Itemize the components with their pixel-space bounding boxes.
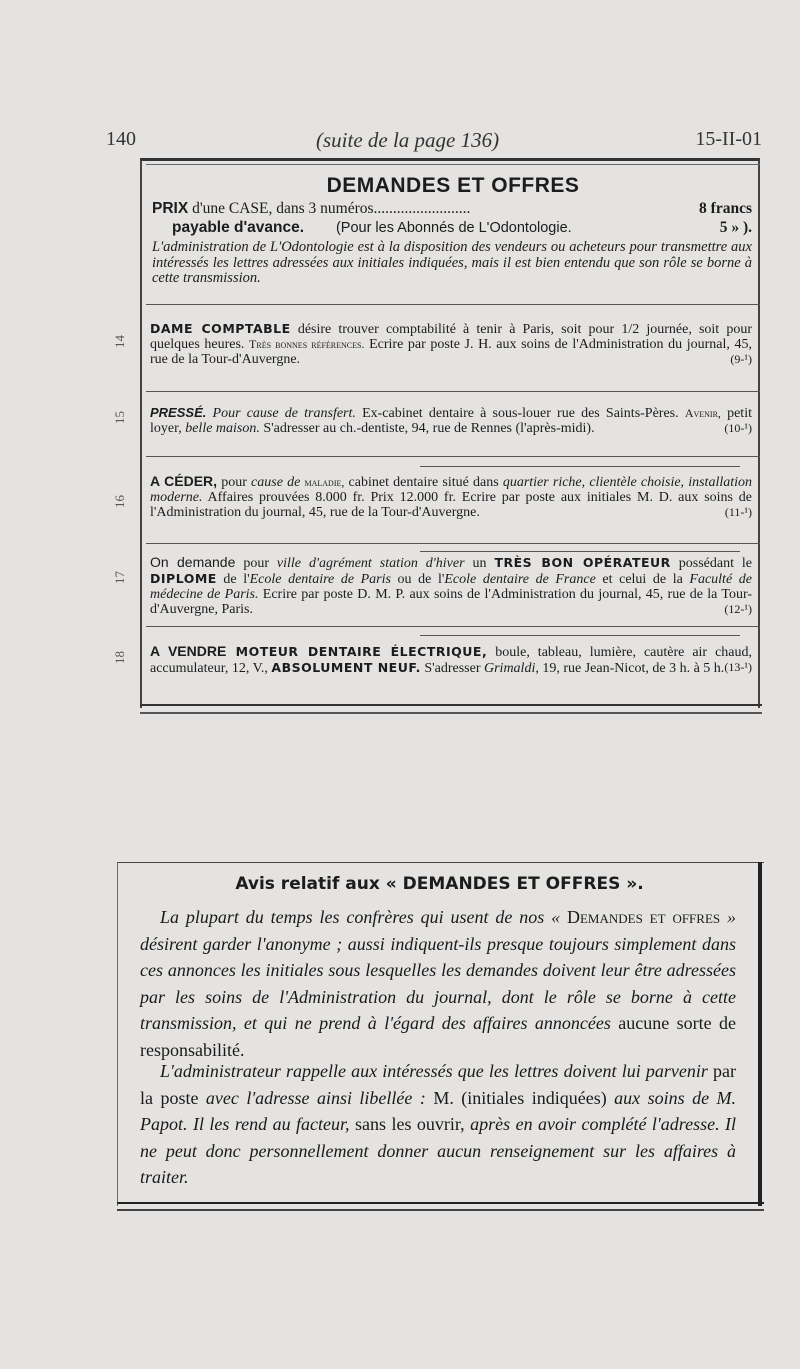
ad-italic: belle maison. (185, 421, 260, 436)
price-text: d'une CASE, dans 3 numéros......................... (188, 200, 471, 217)
subscribers-value: 5 » ). (719, 219, 752, 236)
ad-text: pour (235, 556, 277, 571)
page-header (106, 128, 766, 158)
ad-code: (13-¹) (724, 660, 752, 674)
avis-text: aucune sorte de responsabilité. (140, 1013, 737, 1060)
classified-ad (150, 644, 752, 676)
ad-italic: cause de (251, 475, 305, 490)
classified-ad (150, 474, 752, 520)
ad-lead: A CÉDER, (150, 473, 218, 489)
ad-text: ou de l' (390, 572, 445, 587)
separator (146, 391, 760, 392)
ad-text: et celui de la (595, 572, 690, 587)
avis-text: La plupart du temps les confrères qui usent de nos « (160, 907, 567, 927)
ad-code: (12-¹) (724, 602, 752, 616)
ad-italic: Ecole dentaire de Paris (249, 572, 391, 587)
classified-ad (150, 321, 752, 367)
avis-text: après en avoir complété l'adresse. Il ne peut donc personnellement donner aucun renseignement sur les affaires à traiter. (140, 1114, 737, 1187)
ad-code: (10-¹) (724, 421, 752, 435)
payable-text: payable d'avance. (172, 219, 305, 236)
ad-code: (11-¹) (724, 505, 752, 519)
ad-text: de l' (216, 572, 250, 587)
ad-text: Ex-cabinet dentaire à sous-louer rue des Saints-Pères. (355, 406, 685, 421)
ad-italic: ville d'agrément station d'hiver (276, 556, 465, 571)
separator (420, 635, 740, 636)
box-inner-rule (146, 164, 760, 165)
ad-lead: PRESSÉ. (150, 405, 207, 420)
ad-text: Affaires prouvées 8.000 fr. Prix 12.000 fr. Ecrire par poste aux initiales M. D. aux soins de l'Administration du journal, 45, rue de la Tour-d'Auvergne. (150, 490, 752, 520)
avis-text: aux soins de M. Papot. Il les rend au facteur, (140, 1087, 737, 1134)
ad-lead: DAME COMPTABLE (150, 321, 291, 336)
running-title: (suite de la page 136) (316, 128, 500, 152)
avis-text: M. (initiales indiquées) (433, 1087, 607, 1108)
ad-italic: quartier riche, clientèle choisie, installation moderne. (150, 475, 753, 505)
ad-italic: Pour cause de transfert. (206, 406, 356, 421)
ad-lead: A VENDRE (150, 643, 227, 659)
ad-lead: On demande (150, 554, 236, 570)
avis-text: avec l'adresse ainsi libellée : (198, 1087, 434, 1108)
avis-smallcaps: Demandes et offres (566, 907, 721, 927)
avis-text: L'administrateur rappelle aux intéressés que les lettres doivent lui parvenir (160, 1061, 714, 1081)
side-number: 15 (112, 411, 127, 424)
price-info (152, 199, 752, 238)
ad-smallcaps: maladie, (304, 475, 345, 489)
ad-bold: DIPLOME (150, 571, 217, 586)
ad-smallcaps: Très bonnes références. (249, 337, 365, 351)
separator (146, 304, 760, 305)
side-number: 18 (112, 651, 127, 664)
ad-text: possédant le (670, 556, 752, 571)
side-number: 17 (112, 571, 127, 584)
ad-bold: MOTEUR DENTAIRE ÉLECTRIQUE, (226, 644, 488, 659)
separator (146, 626, 760, 627)
subscribers-text: (Pour les Abonnés de L'Odontologie. (335, 220, 572, 236)
ad-text: pour (217, 475, 252, 490)
side-number: 16 (112, 495, 127, 508)
price-label: PRIX (152, 200, 189, 217)
ad-smallcaps: Avenir, (684, 406, 721, 420)
ad-italic: Grimaldi, (484, 661, 539, 676)
side-number: 14 (112, 335, 127, 348)
separator (420, 466, 740, 467)
separator (146, 456, 760, 457)
avis-paragraph-1 (140, 904, 736, 1063)
ad-text: 19, rue Jean-Nicot, de 3 h. à 5 h. (538, 661, 725, 676)
ad-text: S'adresser (420, 661, 484, 676)
classified-ad (150, 405, 752, 436)
ad-bold: TRÈS BON OPÉRATEUR (494, 555, 671, 570)
ad-text: S'adresser au ch.-dentiste, 94, rue de Rennes (l'après-midi). (259, 421, 595, 436)
classified-ad (150, 555, 752, 617)
box-bottom-rule (140, 704, 762, 714)
classifieds-title: DEMANDES ET OFFRES (326, 174, 580, 197)
price-value: 8 francs (699, 200, 752, 217)
avis-text: par la poste (140, 1061, 736, 1108)
ad-text: Ecrire par poste D. M. P. aux soins de l'Administration du journal, 45, rue de la Tour-d'Auvergne, Paris. (150, 587, 752, 617)
ad-code: (9-¹) (730, 352, 752, 366)
separator (420, 551, 740, 552)
ad-text: Ecrire par poste J. H. aux soins de l'Administration du journal, 45, rue de la Tour-d'Auvergne. (150, 337, 752, 367)
avis-text: » désirent garder l'anonyme ; aussi indiquent-ils presque toujours simplement dans ces annonces les initiales sous lesquelles les demandes doivent leur être adressées par les soins de l'Administration du journal, dont le rôle se borne à cette transmission, et qui ne prend à l'égard des affaires annoncées (140, 907, 737, 1033)
avis-bottom-rule (117, 1202, 764, 1211)
ad-italic: Faculté de médecine de Paris. (150, 572, 752, 602)
avis-title: Avis relatif aux « DEMANDES ET OFFRES ». (235, 874, 644, 894)
administration-note: L'administration de L'Odontologie est à la disposition des vendeurs ou acheteurs pour transmettre aux intéressés les lettres adressées aux initiales indiquées, mais il est bien entendu que son rôle se borne à cette transmission. (152, 239, 752, 286)
issue-date: 15-II-01 (695, 128, 762, 150)
ad-bold: ABSOLUMENT NEUF. (271, 660, 421, 675)
ad-text: boule, tableau, lumière, cautère air chaud, accumulateur, 12, V., (150, 645, 753, 676)
avis-paragraph-2 (140, 1058, 736, 1191)
ad-text: petit loyer, (150, 406, 752, 436)
separator (146, 543, 760, 544)
ad-text: désire trouver comptabilité à tenir à Paris, soit pour 1/2 journée, soit pour quelques heures. (150, 322, 752, 352)
page-number: 140 (106, 128, 136, 150)
avis-text: sans les ouvrir, (349, 1114, 465, 1134)
ad-text: cabinet dentaire situé dans (344, 475, 503, 490)
ad-text: un (464, 556, 495, 571)
ad-italic: Ecole dentaire de France (444, 572, 596, 587)
